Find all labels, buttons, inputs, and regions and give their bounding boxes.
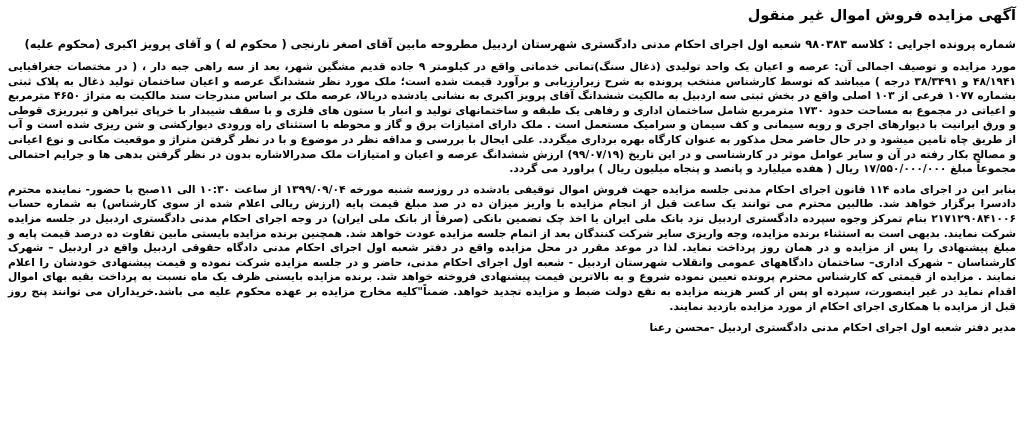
notice-title: آگهی مزایده فروش اموال غیر منقول (747, 8, 1016, 24)
signature-line: مدیر دفتر شعبه اول اجرای احکام مدنی دادگستری اردبیل -محسن رعنا (649, 321, 1016, 335)
property-description: مورد مزایده و توصیف اجمالی آن: عرصه و اعیان یک واحد تولیدی (ذغال سنگ)تمانی خدماتی واقع در کیلومتر ۹ جاده قدیم مشگین شهر، بعد از سه راهی جبه دار ، ( در مختصات جغرافیایی ۴۸/۱۹۴۱ و ۳۸/۳۴۹۱ درجه ) میباشد که توسط کارشناس منتخب پرونده به شرح زیرارزیابی و برآورد قیمت شده است؛ ملک مورد نظر ششدانگ عرصه و اعیان ساختمان تولید ذغال به پلاک ثبتی بشماره ۱۰۷۷ فرعی از ۱۰۳ اصلی واقع در بخش ثبتی سه اردبیل به مالکیت ششدانگ آقای پرویز اکبری به نشانی یادشده دریالا، عرصه ملک بر اساس مندرجات سند مالکیت به متراژ ۴۶۵۰ مترمربع و اعیاتی در مجموع به مساحت حدود ۱۷۳۰ مترمربع شامل ساختمان اداری و رفاهی یک طبقه و ساختمانهای تولید و انبار با ستون های فلزی و با سقف شیبدار با خرپای تیراهن و تیرریزی قوطی و ورق ایرانیت با دیوارهای اجری و رویه سیمانی و کف سیمان و سرامیک مستعمل است . ملک دارای امتیازات برق و گاز و محوطه با استثنای راه ورودی دیوارکشی و شن ریزی شده است و آب از طریق چاه تامین میشود و در حال حاضر محل مذکور به عنوان کارگاه بهره برداری میگردد. علی ایحال با بررسی و مداقه نظر در موضوع و با در نظر گرفتن متراژ و موقعیت مکانی و نوع اعیانی و مصالح بکار رفته در آن و سایر عوامل موثر در کارشناسی و در این تاریخ (۹۹/۰۷/۱۹) ارزش ششدانگ عرصه و اعیان و امتیازات ملک صدرالاشاره بدون در نظر گرفتن بدهی ها و جرایم احتمالی مجموعاً مبلغ ۱۷/۵۵۰/۰۰۰/۰۰۰ ریال ( هفده میلیارد و پانصد و پنجاه میلیون ریال ) براورد می گردد. (8, 60, 1017, 176)
auction-conditions: بنابر این در اجرای ماده ۱۱۴ قانون اجرای احکام مدنی جلسه مزایده جهت فروش اموال توقیفی یادشده در روزسه شنبه مورخه ۱۳۹۹/۰۹/۰۴ از ساعت ۱۰:۳۰ الی ۱۱صبح با حضور- نماینده محترم دادسرا برگزار خواهد شد. طالبین محترم می توانند یک ساعت قبل از انجام مزایده با واریز میزان ده در صد مبلغ قیمت پایه (ارزش ریالی اعلام شده از سوی کارشناس) به شماره حساب ۲۱۷۱۲۹۰۸۴۱۰۰۶ بنام تمرکز وجوه سپرده دادگستری اردبیل نزد بانک ملی ایران یا اخذ چک تضمین بانکی (صرفاً از بانک ملی ایران) در وجه اجرای احکام مدنی دادگستری اردبیل در جلسه مزایده شرکت نمایند. بدیهی است به استثناء برنده مزایده، وجه واریزی سایر شرکت کنندگان بعد از اتمام جلسه مزایده عودت خواهد شد. همچنین برنده مزایده بایستی مابین تفاوت ده درصد قیمت پایه و مبلغ پیشنهادی را پس از مزایده و در همان روز پرداخت نماید. لذا در موعد مقرر در محل مزایده واقع در دفتر شعبه اول اجرای احکام مدنی دادگاه حقوقی اردبیل واقع در اردبیل – شهرک کارشناسان – شهرک اداری– ساختمان دادگاههای عمومی وانقلاب شهرستان اردبیل - شعبه اول اجرای احکام مدنی، حاضر و در جلسه مزایده شرکت نموده و قیمت پیشنهادی خودشان را اعلام نمایند . مزایده از قیمتی که کارشناس محترم پرونده تعیین نموده شروع و به بالاترین قیمت پیشنهادی فروخته خواهد شد. برنده مزایده بایستی ظرف یک ماه نسبت به پرداخت بقیه بهای اموال اقدام نماید در غیر اینصورت، سپرده او پس از کسر هزینه مزایده به نفع دولت ضبط و مزایده تجدید خواهد. ضمناً"کلیه مخارج مزایده بر عهده محکوم علیه می باشد.خریداران می توانند پنج روز قبل از مزایده با همکاری اجرای احکام از مورد مزایده بازدید نمایند. (8, 182, 1016, 313)
case-number-line: شماره پرونده اجرایی : کلاسه ۹۸۰۳۸۳ شعبه اول اجرای احکام مدنی دادگستری شهرستان اردبیل مطروحه مابین آقای اصغر نارنجی ( محکوم له ) و آقای پرویز اکبری (محکوم علیه) (24, 37, 1016, 51)
